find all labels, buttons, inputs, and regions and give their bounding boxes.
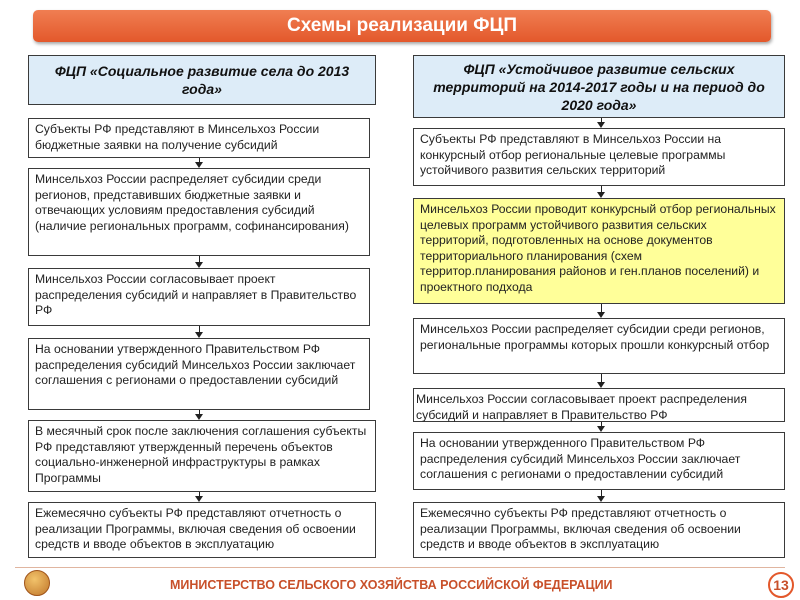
left-step-5: В месячный срок после заключения соглашения субъекты РФ представляют утвержденный перечень объектов социально-инженерной инфраструктуры в рамках Программы	[28, 420, 376, 492]
right-step-1: Субъекты РФ представляют в Минсельхоз России на конкурсный отбор региональные целевые программы устойчивого развития сельских территорий	[413, 128, 785, 186]
page-title: Схемы реализации ФЦП	[33, 10, 771, 42]
footer-divider	[15, 567, 785, 568]
left-step-3: Минсельхоз России согласовывает проект распределения субсидий и направляет в Правительство РФ	[28, 268, 370, 326]
left-column-header: ФЦП «Социальное развитие села до 2013 года»	[28, 55, 376, 105]
footer-ministry-name: МИНИСТЕРСТВО СЕЛЬСКОГО ХОЗЯЙСТВА РОССИЙСКОЙ ФЕДЕРАЦИИ	[170, 578, 613, 592]
right-step-2: Минсельхоз России проводит конкурсный отбор региональных целевых программ устойчивого развития сельских территорий, подготовленных на основе документов территориального планирования (схем территор.планирования районов и ген.планов поселений) и проектного подхода	[413, 198, 785, 304]
right-step-6: Ежемесячно субъекты РФ представляют отчетность о реализации Программы, включая сведения об освоении средств и вводе объектов в эксплуатацию	[413, 502, 785, 558]
right-step-5: На основании утвержденного Правительством РФ распределения субсидий Минсельхоз России заключает соглашения с регионами о предоставлении субсидий	[413, 432, 785, 490]
left-step-6: Ежемесячно субъекты РФ представляют отчетность о реализации Программы, включая сведения об освоении средств и вводе объектов в эксплуатацию	[28, 502, 376, 558]
right-step-3: Минсельхоз России распределяет субсидии среди регионов, региональные программы которых прошли конкурсный отбор	[413, 318, 785, 374]
page-number: 13	[768, 572, 794, 598]
ministry-logo	[24, 570, 50, 596]
left-step-1: Субъекты РФ представляют в Минсельхоз России бюджетные заявки на получение субсидий	[28, 118, 370, 158]
left-step-4: На основании утвержденного Правительством РФ распределения субсидий Минсельхоз России заключает соглашения с регионами о предоставлении субсидий	[28, 338, 370, 410]
right-step-4: Минсельхоз России согласовывает проект распределения субсидий и направляет в Правительство РФ	[413, 388, 785, 422]
right-column-header: ФЦП «Устойчивое развитие сельских территорий на 2014-2017 годы и на период до 2020 года»	[413, 55, 785, 118]
left-step-2: Минсельхоз России распределяет субсидии среди регионов, представивших бюджетные заявки и отвечающих условиям предоставления субсидий (наличие региональных программ, софинансирования)	[28, 168, 370, 256]
